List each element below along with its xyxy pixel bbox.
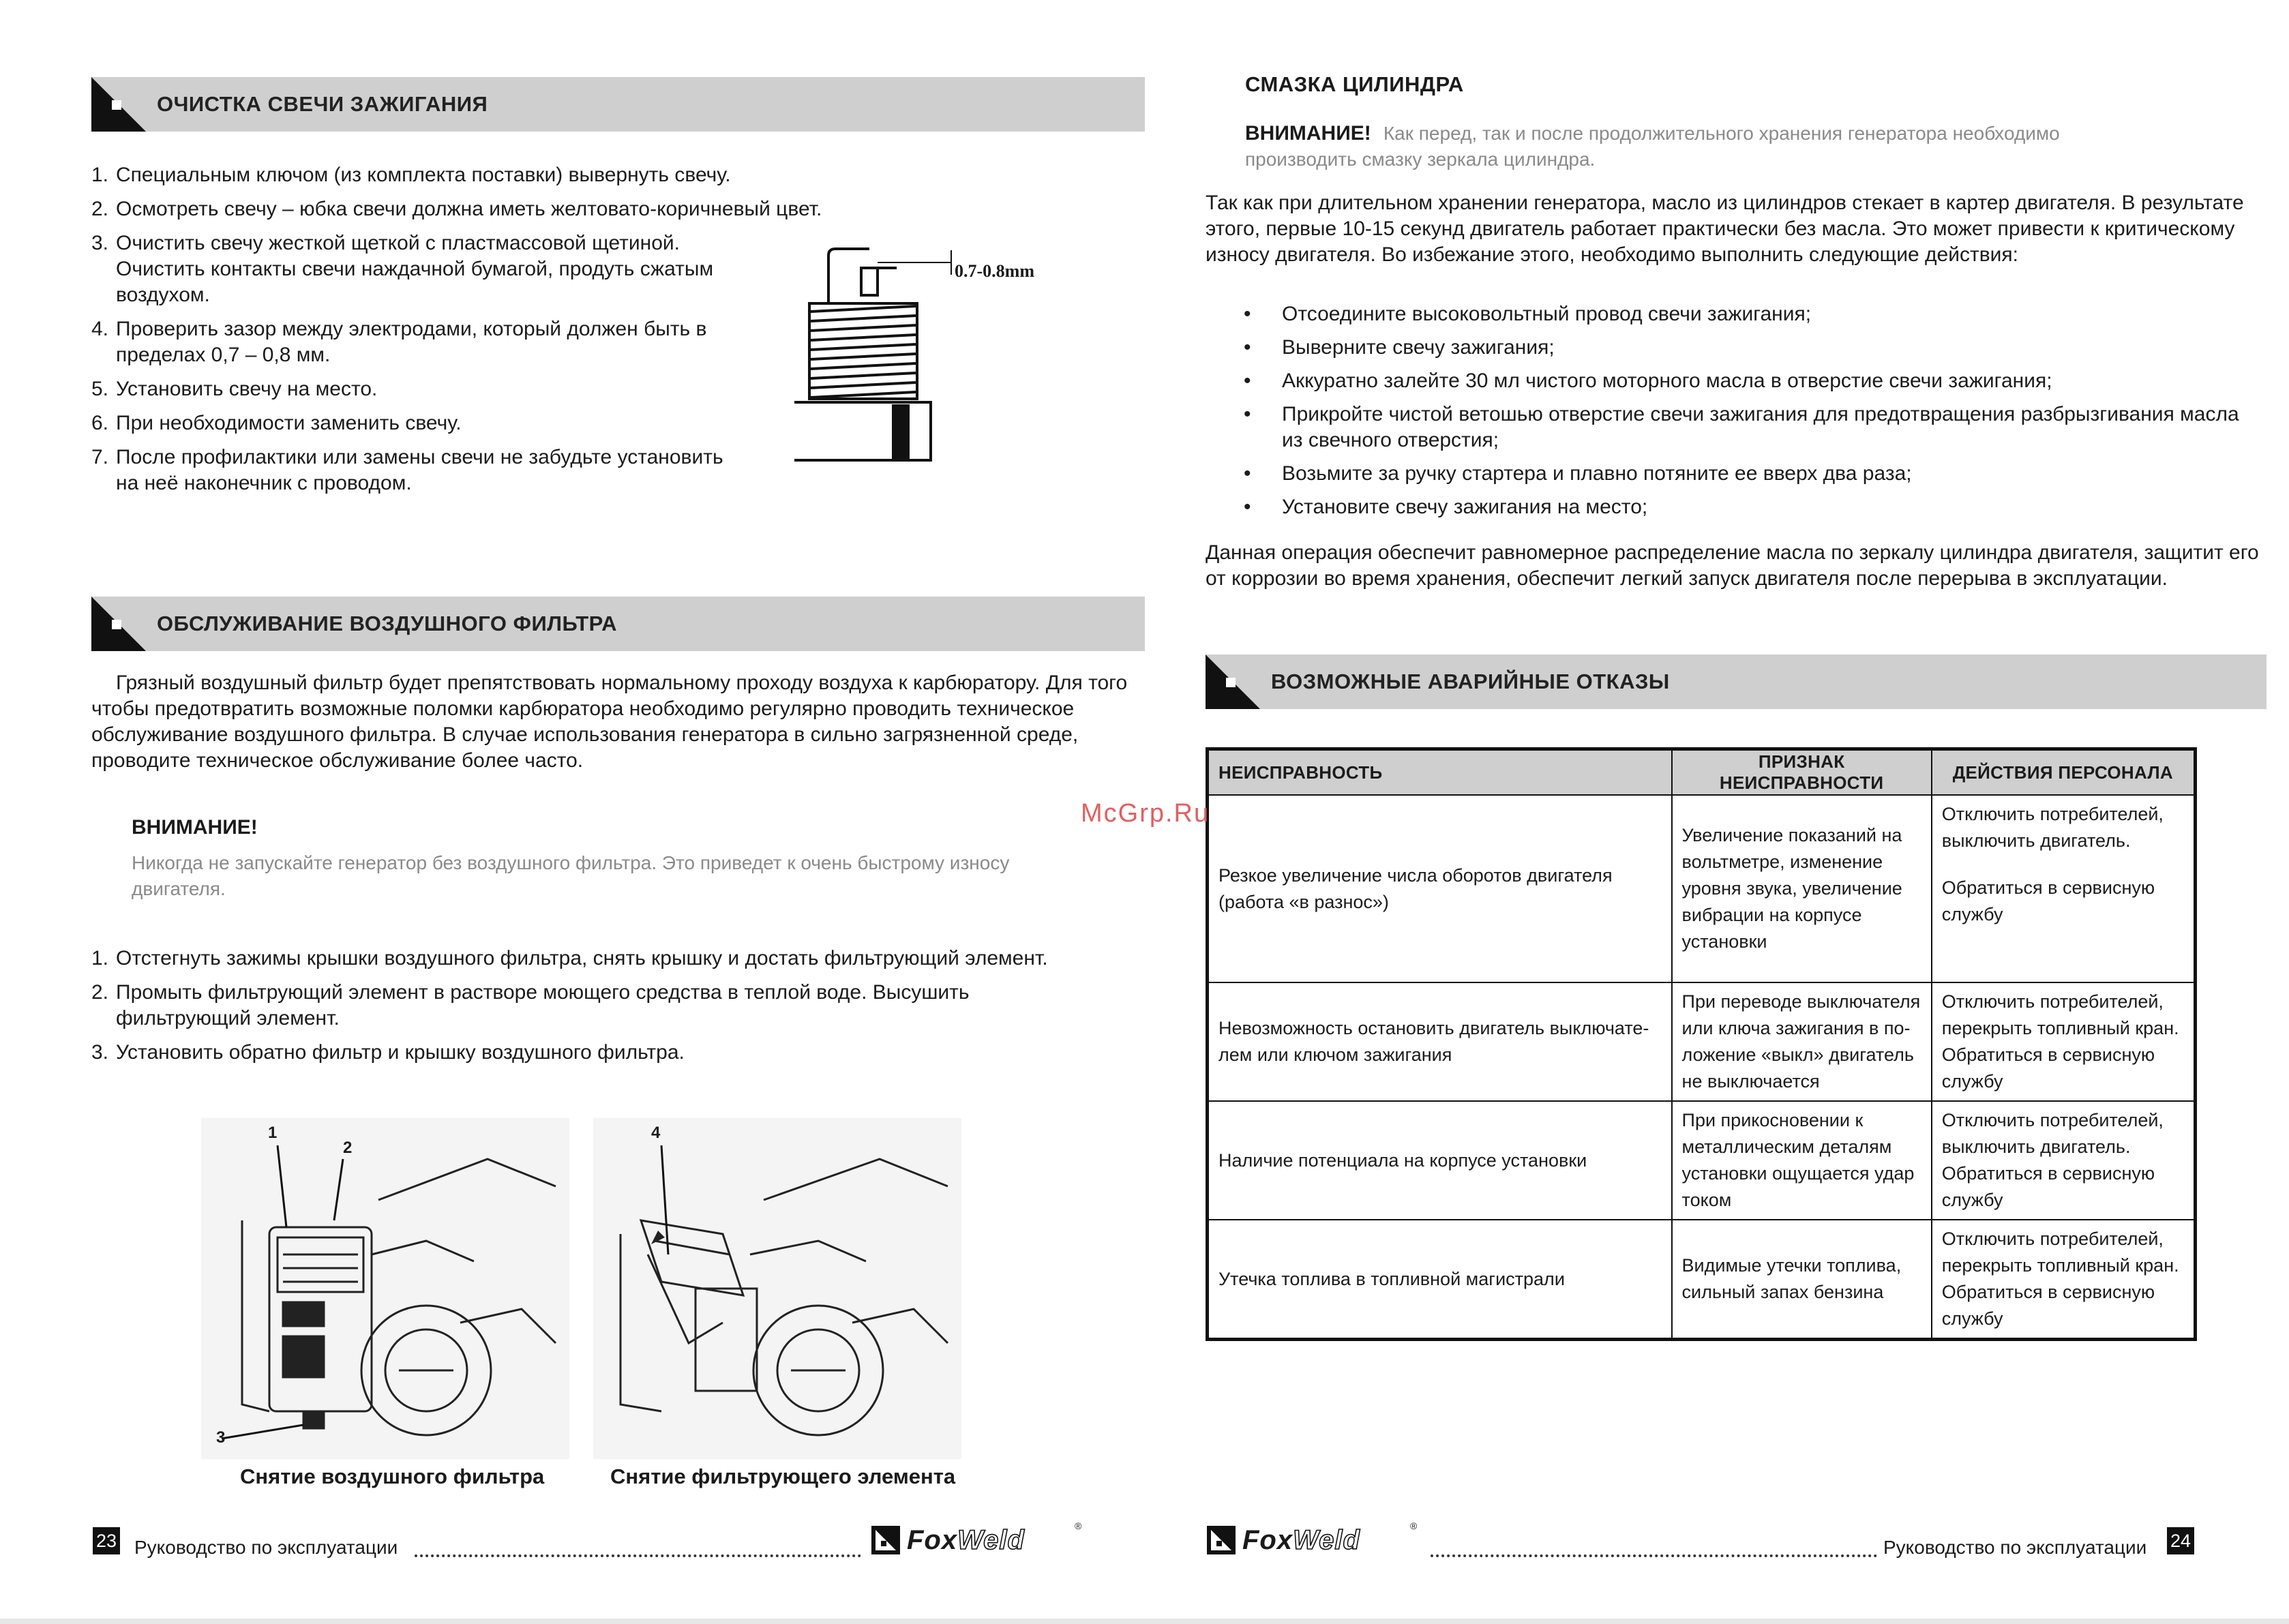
table-row (1208, 1220, 2196, 1340)
cylinder-step: • Выверните свечу зажигания; (1244, 336, 1555, 359)
sign-cell: При прикосновении к металлическим деталям установки ощущается удар током (1672, 1101, 1932, 1220)
right-page (1146, 0, 2289, 1624)
cylinder-outro: Данная операция обеспечит равномерное распределение масла по зеркалу цилиндра двигателя, защитит его от коррозии во время хранения, обеспечит легкий запуск двигателя после перерыва в эксплуатации. (1206, 541, 2259, 590)
spark-step: 1. Специальным ключом (из комплекта поставки) вывернуть свечу. (91, 164, 731, 186)
sign-cell: Увеличение показаний на вольтметре, изменение уровня звука, увеличение вибрации на корпусе установки (1672, 795, 1932, 982)
failures-table (1206, 747, 2197, 1341)
bottom-edge (0, 1619, 2289, 1624)
table-header-row (1208, 749, 2196, 796)
fault-cell: Невозможность остановить двигатель выключате-лем или ключом зажигания (1208, 982, 1672, 1101)
action-cell: Отключить потребителей, выключить двигатель. Обратиться в сервисную службу (1932, 795, 2196, 982)
header-marker-icon (91, 597, 146, 651)
cylinder-section-title: СМАЗКА ЦИЛИНДРА (1245, 72, 1464, 96)
spark-step: 7. После профилактики или замены свечи не забудьте установить на неё наконечник с проводом. (91, 446, 723, 494)
cylinder-intro: Так как при длительном хранении генератора, масло из цилиндров стекает в картер двигателя. В результате этого, первые 10-15 секунд двигатель работает практически без масла. Это может привести к критическому износу двигателя. Во избежание этого, необходимо выполнить следующие действия: (1206, 192, 2244, 266)
action-cell: Отключить потребителей, перекрыть топливный кран. Обратиться в сервисную службу (1932, 982, 2196, 1101)
foxweld-logo-right (1207, 1520, 1425, 1557)
cylinder-step: • Прикройте чистой ветошью отверстие свечи зажигания для предотвращения разбрызгивания масла из свечного отверстия; (1244, 403, 2239, 451)
spark-plug-drawing (781, 235, 1081, 477)
air-filter-figure (201, 1118, 569, 1459)
spark-steps-list (91, 162, 822, 505)
cylinder-step: • Установите свечу зажигания на место; (1244, 496, 1648, 518)
failures-section-header (1206, 655, 2266, 709)
cylinder-step: • Отсоедините высоковольтный провод свечи зажигания; (1244, 303, 1812, 325)
fault-cell: Резкое увеличение числа оборотов двигателя (работа «в разнос») (1208, 795, 1672, 982)
caption-air-filter: Снятие воздушного фильтра (240, 1464, 545, 1488)
fig1-label-2: 2 (343, 1139, 353, 1157)
filter-step: 2. Промыть фильтрующий элемент в растворе моющего средства в теплой воде. Высушить фильтрующий элемент. (91, 981, 970, 1029)
spark-step: 4. Проверить зазор между электродами, который должен быть в пределах 0,7 – 0,8 мм. (91, 318, 707, 366)
sign-cell: Видимые утечки топлива, сильный запах бензина (1672, 1220, 1932, 1340)
spark-section-header (91, 77, 1145, 132)
table-row (1208, 795, 2196, 982)
filter-intro: Грязный воздушный фильтр будет препятствовать нормальному проходу воздуха к карбюратору. Для того чтобы предотвратить возможные поломки карбюратора необходимо регулярно проводить техническое обслуживание воздушного фильтра. В случае использования генератора в сильно загрязненной среде, проводите техническое обслуживание более часто. (91, 672, 1128, 772)
filter-element-drawing (593, 1118, 961, 1459)
col-header-action: ДЕЙСТВИЯ ПЕРСОНАЛА (1932, 749, 2196, 796)
filter-section-title: ОБСЛУЖИВАНИЕ ВОЗДУШНОГО ФИЛЬТРА (157, 612, 617, 635)
footer-leader-dots-right (1431, 1554, 1877, 1557)
caption-filter-element: Снятие фильтрующего элемента (610, 1464, 956, 1488)
footer-text-left: Руководство по эксплуатации (134, 1537, 398, 1558)
sign-cell: При переводе выключателя или ключа зажигания в по-ложение «выкл» двигатель не выключается (1672, 982, 1932, 1101)
table-row (1208, 1101, 2196, 1220)
spark-step: 3. Очистить свечу жесткой щеткой с пластмассовой щетиной. Очистить контакты свечи наждачной бумагой, продуть сжатым воздухом. (91, 232, 714, 306)
filter-step: 1. Отстегнуть зажимы крышки воздушного фильтра, снять крышку и достать фильтрующий элемент. (91, 947, 1048, 969)
fault-cell: Наличие потенциала на корпусе установки (1208, 1101, 1672, 1220)
cylinder-step: • Возьмите за ручку стартера и плавно потяните ее вверх два раза; (1244, 462, 1912, 485)
header-marker-icon (1206, 655, 1260, 709)
brand-reg-mark: ® (1410, 1520, 1418, 1531)
failures-section-title: ВОЗМОЖНЫЕ АВАРИЙНЫЕ ОТКАЗЫ (1271, 670, 1670, 693)
cylinder-step: • Аккуратно залейте 30 мл чистого моторного масла в отверстие свечи зажигания; (1244, 370, 2052, 392)
fault-cell: Утечка топлива в топливной магистрали (1208, 1220, 1672, 1340)
cylinder-warning-line2: производить смазку зеркала цилиндра. (1245, 149, 1596, 170)
col-header-sign: ПРИЗНАК НЕИСПРАВНОСТИ (1672, 749, 1932, 796)
col-header-fault: НЕИСПРАВНОСТЬ (1208, 749, 1672, 796)
footer-leader-dots-left (415, 1554, 861, 1557)
page-number-right: 24 (2167, 1527, 2194, 1554)
filter-warning-title: ВНИМАНИЕ! (132, 816, 258, 839)
filter-steps-list (91, 946, 1060, 1074)
watermark: McGrp.Ru (1081, 799, 1210, 828)
fig1-label-1: 1 (268, 1124, 278, 1142)
foxweld-logo-left (871, 1520, 1090, 1557)
foxweld-mark-icon (1207, 1526, 1236, 1554)
header-marker-icon (91, 77, 146, 132)
spark-gap-label: 0.7-0.8mm (955, 261, 1034, 281)
cylinder-warning (1245, 121, 2234, 172)
action-cell: Отключить потребителей, перекрыть топливный кран. Обратиться в сервисную службу (1932, 1220, 2196, 1340)
brand-reg-mark: ® (1075, 1520, 1082, 1531)
footer-text-right: Руководство по эксплуатации (1883, 1537, 2147, 1558)
spark-plug-figure (781, 235, 1081, 477)
cylinder-warning-line1: Как перед, так и после продолжительного хранения генератора необходимо (1383, 123, 2060, 144)
cylinder-warning-title: ВНИМАНИЕ! (1245, 122, 1371, 145)
foxweld-mark-icon (871, 1526, 900, 1554)
air-filter-drawing (201, 1118, 569, 1459)
fig2-label-4: 4 (651, 1124, 661, 1142)
cylinder-steps-list (1206, 301, 2259, 528)
table-row (1208, 982, 2196, 1101)
action-cell: Отключить потребителей, выключить двигатель. Обратиться в сервисную службу (1932, 1101, 2196, 1220)
filter-element-figure (593, 1118, 961, 1459)
page-number-left: 23 (93, 1527, 120, 1554)
filter-warning-text: Никогда не запускайте генератор без воздушного фильтра. Это приведет к очень быстрому износу двигателя. (132, 852, 1010, 899)
spark-step: 5. Установить свечу на место. (91, 378, 378, 400)
spark-step: 6. При необходимости заменить свечу. (91, 412, 462, 434)
fig1-label-3: 3 (216, 1428, 226, 1447)
brand-wordmark: FoxWeld (1242, 1525, 1360, 1555)
filter-section-header (91, 597, 1145, 651)
brand-wordmark: FoxWeld (907, 1525, 1025, 1555)
spark-step: 2. Осмотреть свечу – юбка свечи должна иметь желтовато-коричневый цвет. (91, 198, 822, 220)
spark-section-title: ОЧИСТКА СВЕЧИ ЗАЖИГАНИЯ (157, 92, 488, 116)
filter-step: 3. Установить обратно фильтр и крышку воздушного фильтра. (91, 1041, 685, 1064)
